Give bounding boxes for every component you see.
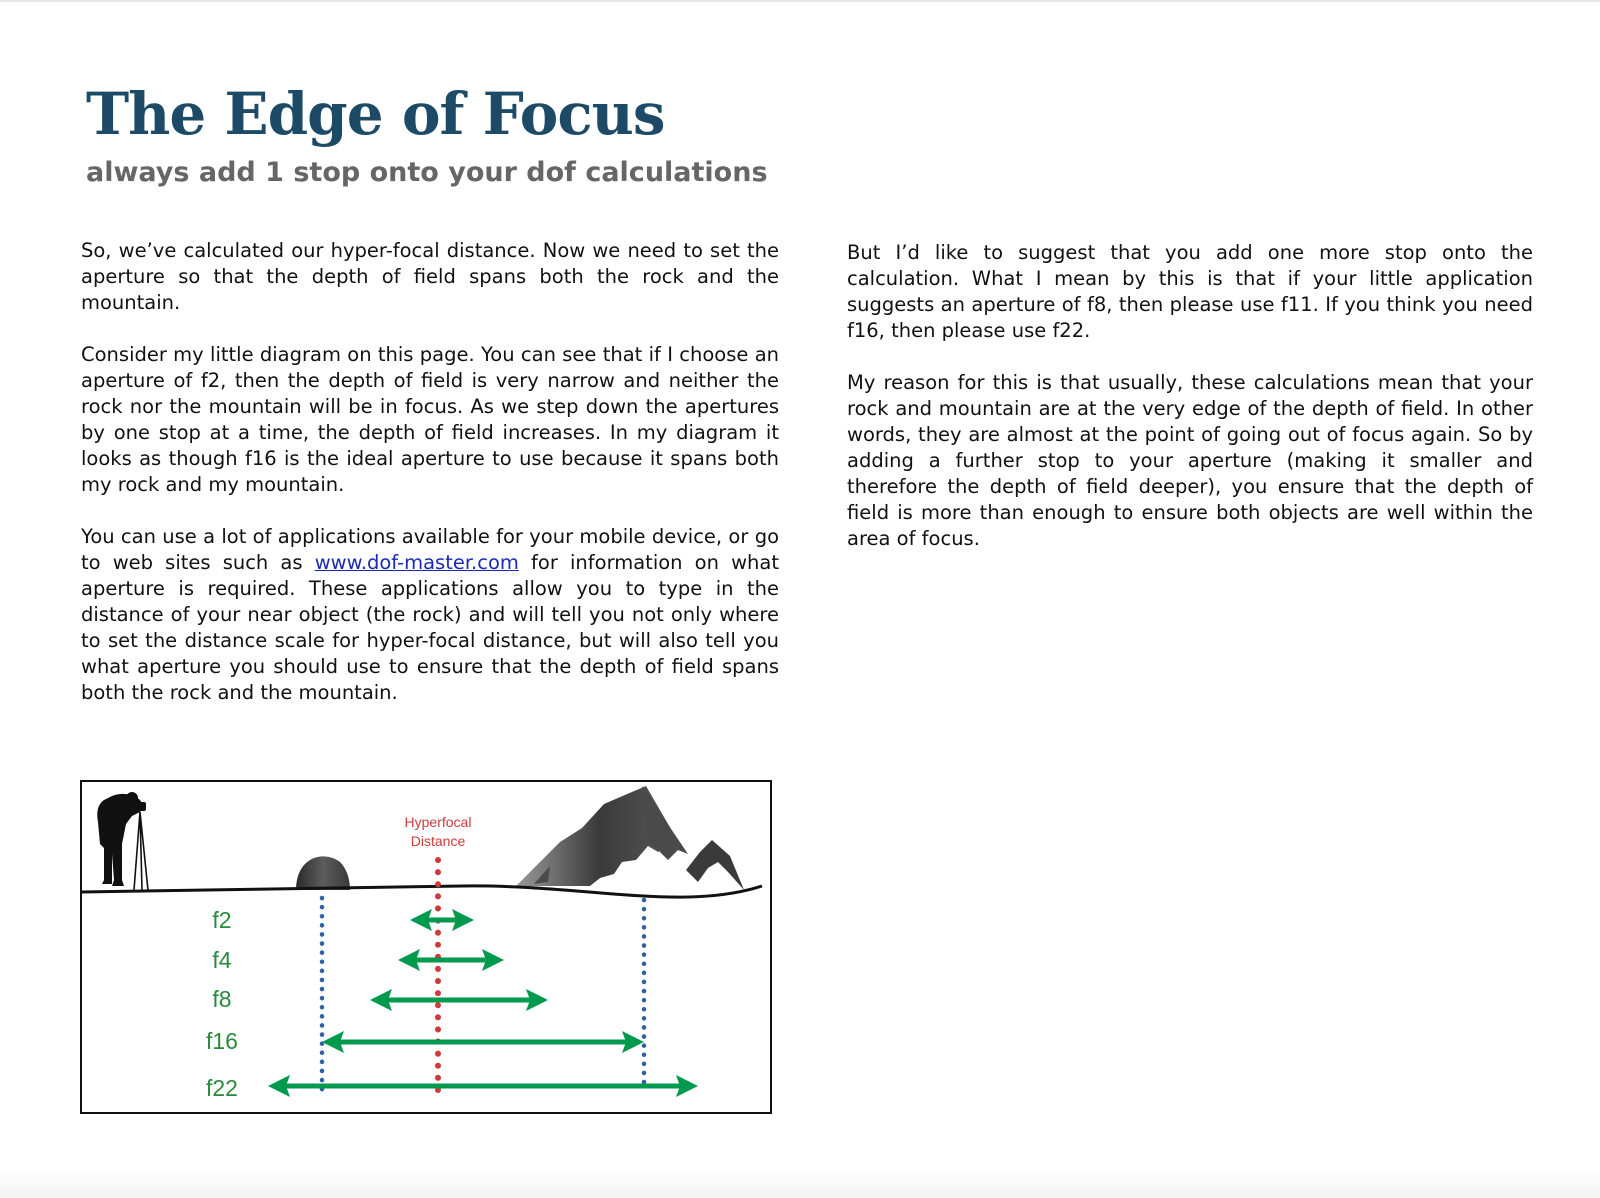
page-subtitle: always add 1 stop onto your dof calculations [86, 157, 768, 188]
aperture-label: f8 [212, 986, 232, 1012]
page-title: The Edge of Focus [86, 80, 665, 148]
hyperfocal-label: Distance [410, 833, 466, 849]
bottom-shade [0, 1166, 1600, 1198]
photographer-icon [97, 792, 148, 890]
aperture-row-f8 [212, 986, 548, 1012]
paragraph-text: for information on what aperture is required. These applications allow you to type in the distance of your near object (the rock) and will tell you not only where to set the distance scale for hyper-focal distance, but will also tell you what aperture you should use to ensure that the depth of field spans both the rock and the mountain. [81, 551, 780, 704]
rock-icon [296, 856, 350, 890]
paragraph [81, 524, 779, 706]
aperture-label: f4 [212, 947, 232, 973]
hyperfocal-label: Hyperfocal [404, 814, 472, 830]
diagram-svg [82, 782, 770, 1112]
paragraph-text: You can use a lot of applications available for your mobile device, or go to web sites such as [81, 525, 779, 574]
aperture-label: f22 [206, 1075, 238, 1101]
aperture-row-f16 [206, 1028, 644, 1054]
aperture-label: f16 [206, 1028, 238, 1054]
mountain-icon [516, 786, 744, 890]
aperture-row-f2 [212, 907, 474, 933]
left-column [81, 238, 779, 732]
paragraph: Consider my little diagram on this page. You can see that if I choose an aperture of f2, then the depth of field is very narrow and neither the rock nor the mountain will be in focus. As we step down the apertures by one stop at a time, the depth of field increases. In my diagram it looks as though f16 is the ideal aperture to use because it spans both my rock and my mountain. [81, 343, 779, 496]
aperture-row-f4 [212, 947, 504, 973]
aperture-label: f2 [212, 907, 232, 933]
paragraph: My reason for this is that usually, these calculations mean that your rock and mountain are at the very edge of the depth of field. In other words, they are almost at the point of going out of focus again. So by adding a further stop to your aperture (making it smaller and therefore the depth of field deeper), you ensure that the depth of field is more than enough to ensure both objects are well within the area of focus. [847, 371, 1533, 550]
aperture-row-f22 [206, 1075, 698, 1101]
paragraph: So, we’ve calculated our hyper-focal distance. Now we need to set the aperture so that the depth of field spans both the rock and the mountain. [81, 239, 779, 314]
top-rule [0, 0, 1600, 2]
ground-line [82, 886, 762, 897]
paragraph: But I’d like to suggest that you add one more stop onto the calculation. What I mean by this is that if your little application suggests an aperture of f8, then please use f11. If you think you need f16, then please use f22. [847, 241, 1533, 342]
right-column [847, 240, 1533, 578]
dof-master-link[interactable]: www.dof-master.com [314, 551, 519, 574]
depth-of-field-diagram [80, 780, 772, 1114]
